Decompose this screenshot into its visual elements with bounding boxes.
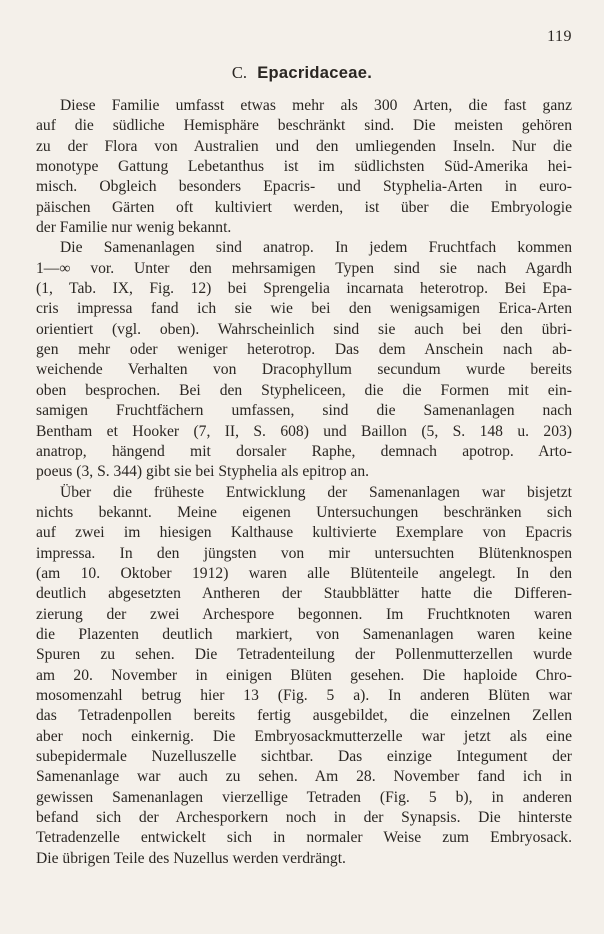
text-line: misch. Obgleich besonders Epacris- und Styphelia-Arten in euro- — [36, 178, 572, 196]
body-text — [36, 96, 572, 869]
text-line: Diese Familie umfasst etwas mehr als 300 Arten, die fast ganz — [60, 97, 572, 114]
text-line: auf die südliche Hemisphäre beschränkt sind. Die meisten gehören — [36, 117, 572, 135]
text-line: der Familie nur wenig bekannt. — [36, 219, 232, 237]
text-line: auf zwei im hiesigen Kalthause kultivierte Exemplare von Epacris — [36, 524, 572, 542]
text-line: Die übrigen Teile des Nuzellus werden verdrängt. — [36, 849, 346, 867]
text-line: nichts bekannt. Meine eigenen Untersuchungen beschränken sich — [36, 503, 572, 521]
text-line: Bentham et Hooker (7, II, S. 608) und Baillon (5, S. 148 u. 203) — [36, 422, 572, 440]
section-title: Epacridaceae. — [257, 64, 373, 82]
text-line: poeus (3, S. 344) gibt sie bei Styphelia als epitrop an. — [36, 463, 370, 481]
text-line: anatrop, hängend mit dorsaler Raphe, demnach apotrop. Arto- — [36, 442, 572, 460]
section-label: C. — [231, 63, 248, 82]
text-line: monotype Gattung Lebetanthus ist im südlichsten Süd-Amerika hei- — [36, 158, 572, 176]
text-line: oben besprochen. Bei den Stypheliceen, die die Formen mit ein- — [36, 381, 572, 399]
text-line: gewissen Samenanlagen vierzellige Tetraden (Fig. 5 b), in anderen — [36, 788, 572, 806]
page-number: 119 — [547, 28, 572, 45]
text-line: zierung der zwei Archespore begonnen. Im Fruchtknoten waren — [36, 605, 572, 623]
text-line: deutlich abgesetzten Antheren der Staubblätter hatte die Differen- — [36, 585, 572, 603]
text-line: gen mehr oder weniger heterotrop. Das dem Anschein nach ab- — [36, 341, 572, 359]
text-line: Tetradenzelle entwickelt sich in normaler Weise zum Embryosack. — [36, 829, 572, 847]
text-line: impressa. In den jüngsten von mir untersuchten Blütenknospen — [36, 544, 572, 562]
text-line: päischen Gärten oft kultiviert werden, ist über die Embryologie — [36, 198, 572, 216]
text-line: cris impressa fand ich sie wie bei den wenigsamigen Erica-Arten — [36, 300, 572, 318]
text-line: (am 10. Oktober 1912) waren alle Blütenteile angelegt. In den — [36, 564, 572, 582]
text-line: samigen Fruchtfächern umfassen, sind die Samenanlagen nach — [36, 402, 572, 420]
text-line: das Tetradenpollen bereits fertig ausgebildet, die einzelnen Zellen — [36, 707, 572, 725]
text-line: Samenanlage war auch zu sehen. Am 28. November fand ich in — [36, 768, 572, 786]
text-line: (1, Tab. IX, Fig. 12) bei Sprengelia incarnata heterotrop. Bei Epa- — [36, 280, 572, 298]
text-line: die Plazenten deutlich markiert, von Samenanlagen waren keine — [36, 625, 572, 643]
text-line: am 20. November in einigen Blüten gesehen. Die haploide Chro- — [36, 666, 572, 684]
text-line: orientiert (vgl. oben). Wahrscheinlich sind sie auch bei den übri- — [36, 320, 572, 338]
text-line: subepidermale Nuzelluszelle sichtbar. Das einzige Integument der — [36, 748, 572, 765]
text-line: weichende Verhalten von Dracophyllum secundum wurde bereits — [36, 361, 572, 379]
text-line: aber noch einkernig. Die Embryosackmutterzelle war jetzt als eine — [36, 727, 572, 745]
text-line: Über die früheste Entwicklung der Samenanlagen war bisjetzt — [60, 483, 572, 501]
text-line: befand sich der Archesporkern noch in der Synapsis. Die hinterste — [36, 809, 572, 827]
text-line: Die Samenanlagen sind anatrop. In jedem Fruchtfach kommen — [60, 239, 572, 257]
section-heading — [0, 63, 604, 83]
text-line: Spuren zu sehen. Die Tetradenteilung der Pollenmutterzellen wurde — [36, 646, 572, 664]
text-line: 1—∞ vor. Unter den mehrsamigen Typen sind sie nach Agardh — [36, 259, 572, 277]
text-line: zu der Flora von Australien und den umliegenden Inseln. Nur die — [36, 137, 572, 155]
text-line: mosomenzahl betrug hier 13 (Fig. 5 a). In anderen Blüten war — [36, 686, 572, 704]
